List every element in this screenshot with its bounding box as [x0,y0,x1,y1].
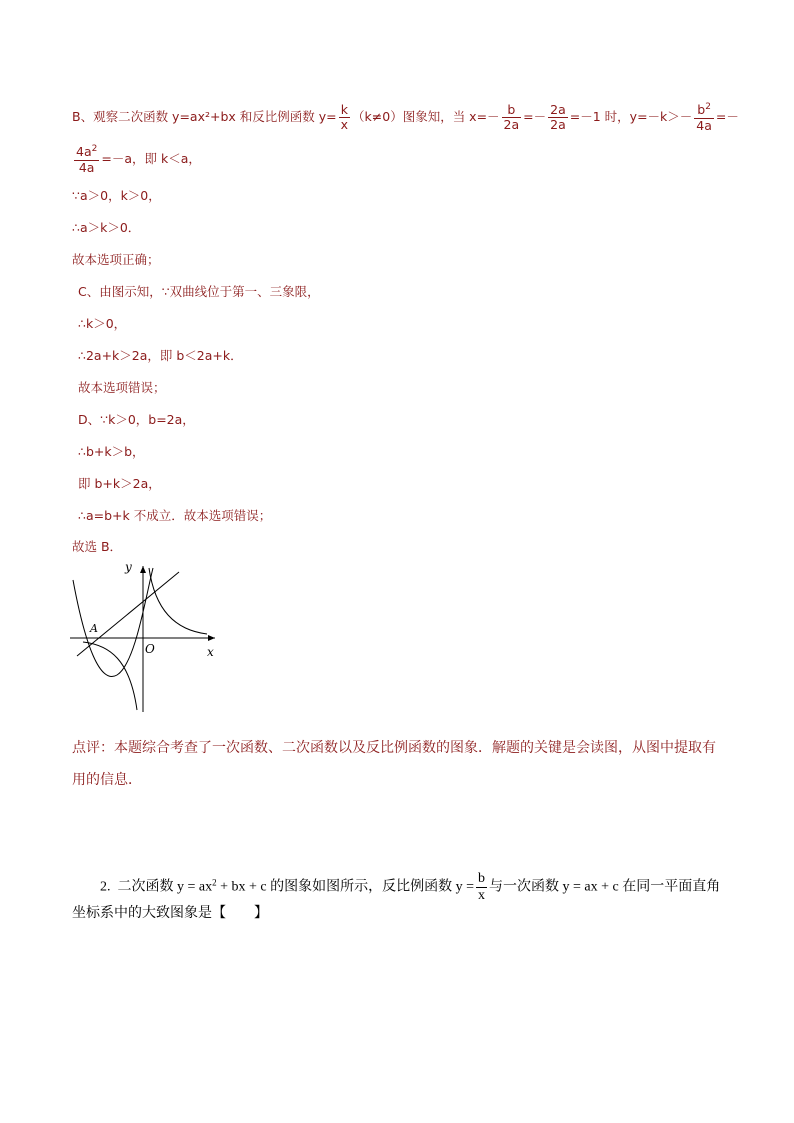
hyperbola-branch-1 [149,568,207,634]
y-axis-label: y [125,560,132,574]
solution-line-12: 即 b+k＞2a， [78,476,161,491]
y-axis-arrow [140,566,146,573]
solution-line-13: ∴a=b+k 不成立．故本选项错误； [78,508,272,523]
solution-line-4: ∴a＞k＞0． [72,220,141,235]
origin-label: O [145,642,155,656]
solution-line-9: 故本选项错误； [78,380,166,395]
solution-line-3: ∵a＞0，k＞0， [72,188,161,203]
solution-line-8: ∴2a+k＞2a，即 b＜2a+k． [78,348,243,363]
answer-line: 故选 B． [72,539,123,554]
point-a-label: A [90,622,98,635]
question-number: 2. [100,879,111,895]
fraction-2a-over-2a: $\frac{2a}{2a}$ [550,101,566,132]
fraction-k-over-x: $\frac{k}{x}$ [340,101,349,132]
x-axis-arrow [208,635,215,641]
comment-line-1: 点评：本题综合考查了一次函数、二次函数以及反比例函数的图象．解题的关键是会读图，从图中提取有 [72,740,716,756]
question-2-line-1: 2. 二次函数 $y = ax^2$ + bx + c 的图象如图所示，反比例函数 y = $\frac{b}{x}$ 与一次函数 y = ax + c 在同一平面直角 [100,871,721,903]
fraction-b-over-2a: $\frac{b}{2a}$ [503,101,520,132]
comment-line-2: 用的信息． [72,772,142,788]
fraction-b2-over-4a: $\frac{b^2}{4a}$ [696,102,712,133]
solution-line-11: ∴b+k＞b， [78,444,145,459]
question-2-line-2: 坐标系中的大致图象是【 】 [72,906,268,921]
parabola-curve [73,568,153,677]
option-d-line: D、∵k＞0，b=2a， [78,412,195,427]
option-b-line-2: $\frac{4a^2}{4a}$ =－a，即 k＜a， [76,144,201,175]
option-b-line: B、观察二次函数 y=ax²+bx 和反比例函数 y= $\frac{k}{x}$ （k≠0）图象知，当 x=－ $\frac{b}{2a}$ =－ $\frac{2a}{2a}$ =－1 时，y=－k＞－ $\frac{b^2}{4a}$ =－ [72,101,739,133]
solution-line-7: ∴k＞0， [78,316,127,331]
option-c-line: C、由图示知，∵双曲线位于第一、三象限， [78,284,320,299]
fraction-4a2-over-4a: $\frac{4a^2}{4a}$ [76,144,98,175]
function-graph-figure [65,560,225,720]
x-axis-label: x [207,645,214,659]
fraction-b-over-x: $\frac{b}{x}$ [478,871,486,903]
solution-line-5: 故本选项正确； [72,252,160,267]
